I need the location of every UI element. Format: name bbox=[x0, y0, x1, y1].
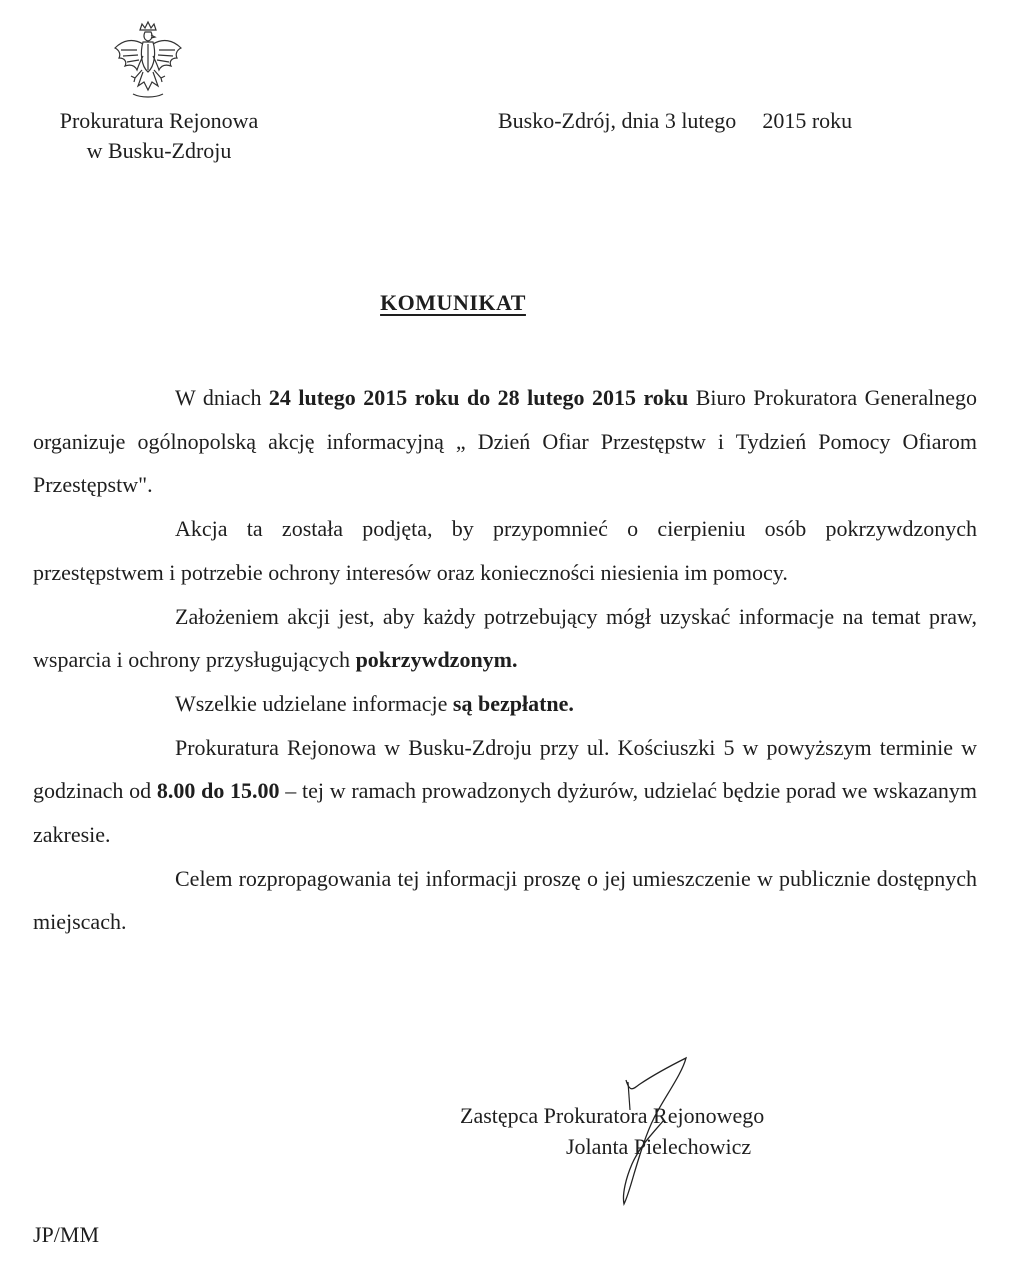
paragraph-request: Celem rozpropagowania tej informacji proszę o jej umieszczenie w publicznie dostępnych miejscach. bbox=[33, 865, 977, 935]
signatory-name: Jolanta Pielechowicz bbox=[566, 1134, 752, 1159]
office-name: Prokuratura Rejonowa bbox=[59, 108, 259, 133]
paragraph-free bbox=[33, 682, 977, 726]
emphasis-free: są bezpłatne. bbox=[452, 690, 574, 716]
place-date-text: Busko-Zdrój, dnia 3 lutego bbox=[498, 108, 737, 133]
polish-eagle-emblem-icon bbox=[107, 20, 189, 104]
paragraph-goal bbox=[33, 595, 977, 682]
paragraph-text: Prokuratura Rejonowa w Busku-Zdroju przy ul. Kościuszki 5 w powyższym terminie w godzinach od bbox=[33, 734, 977, 804]
document-body bbox=[33, 376, 977, 944]
office-location: w Busku-Zdroju bbox=[86, 138, 232, 163]
paragraph-dates bbox=[33, 376, 977, 507]
paragraph-hours bbox=[33, 726, 977, 857]
paragraph-text: Założeniem akcji jest, aby każdy potrzebujący mógł uzyskać informacje na temat praw, wsparcia i ochrony przysługujących bbox=[33, 603, 977, 673]
document-title: KOMUNIKAT bbox=[380, 290, 526, 315]
paragraph-text: Biuro Prokuratora Generalnego organizuje ogólnopolską akcję informacyjną „ Dzień Ofiar Przestępstw i Tydzień Pomocy Ofiarom Przestępstw". bbox=[33, 385, 977, 498]
paragraph-purpose: Akcja ta została podjęta, by przypomnieć o cierpieniu osób pokrzywdzonych przestępstwem i potrzebie ochrony interesów oraz konieczności niesienia im pomocy. bbox=[33, 516, 977, 585]
date-year: 2015 bbox=[762, 108, 807, 133]
office-hours: 8.00 do 15.00 bbox=[156, 778, 280, 804]
emphasis-victims: pokrzywdzonym. bbox=[355, 647, 518, 673]
author-initials: JP/MM bbox=[33, 1222, 100, 1247]
place-and-date bbox=[498, 106, 998, 136]
paragraph-text: Wszelkie udzielane informacje bbox=[175, 690, 453, 716]
signature-block bbox=[460, 1100, 880, 1162]
paragraph-text: – tej w ramach prowadzonych dyżurów, udzielać będzie porad we wskazanym zakresie. bbox=[33, 778, 977, 848]
paragraph-text: W dniach bbox=[175, 385, 269, 410]
signatory-title: Zastępca Prokuratora Rejonowego bbox=[460, 1103, 765, 1128]
campaign-dates: 24 lutego 2015 roku do 28 lutego 2015 roku bbox=[268, 385, 689, 410]
issuing-office bbox=[20, 106, 298, 166]
date-year-suffix: roku bbox=[811, 108, 853, 133]
